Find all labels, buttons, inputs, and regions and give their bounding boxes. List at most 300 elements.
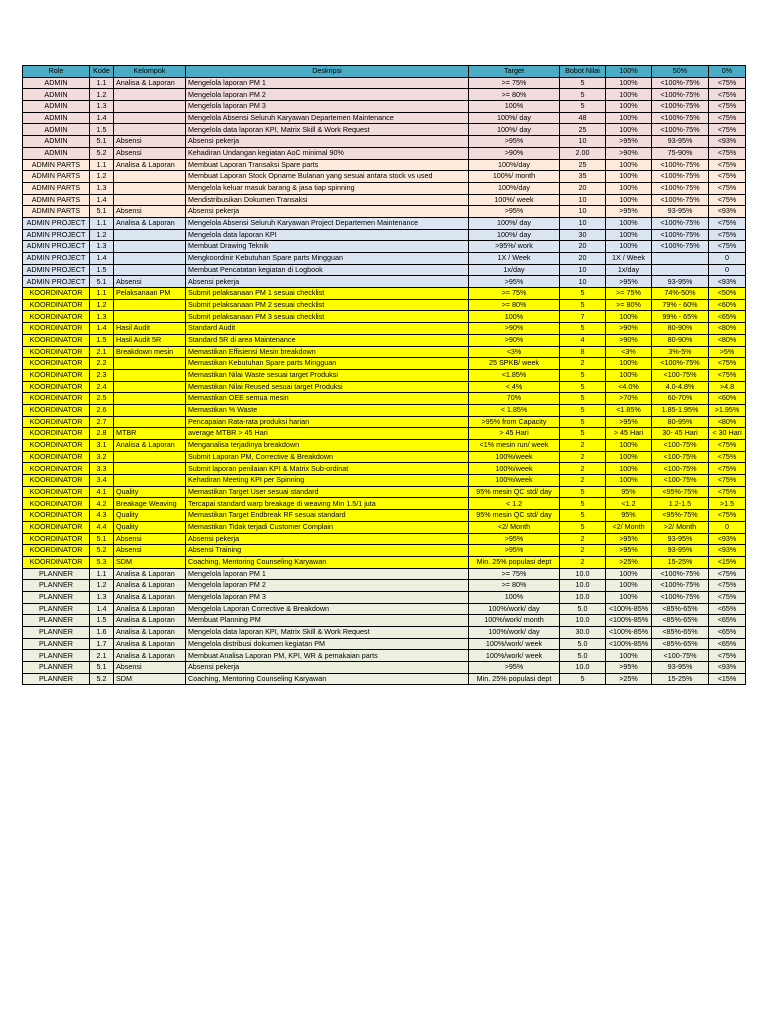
cell-deskripsi: Membuat Planning PM	[186, 615, 469, 627]
cell-bobot: 2	[560, 451, 606, 463]
cell-100: 1x/day	[606, 264, 652, 276]
cell-role: ADMIN PARTS	[23, 159, 90, 171]
cell-deskripsi: Submit pelaksanaan PM 3 sesuai checklist	[186, 311, 469, 323]
cell-100: >95%	[606, 276, 652, 288]
cell-100: >95%	[606, 533, 652, 545]
cell-100: >25%	[606, 556, 652, 568]
table-row	[23, 510, 746, 522]
cell-bobot: 25	[560, 159, 606, 171]
cell-bobot: 2	[560, 358, 606, 370]
table-row	[23, 475, 746, 487]
cell-kode: 1.5	[90, 334, 114, 346]
table-row	[23, 369, 746, 381]
cell-bobot: 5	[560, 299, 606, 311]
cell-deskripsi: Mengelola laporan PM 2	[186, 89, 469, 101]
cell-0: >1.95%	[709, 404, 746, 416]
cell-50: 1.85-1.95%	[652, 404, 709, 416]
cell-kode: 1.1	[90, 288, 114, 300]
cell-role: ADMIN PARTS	[23, 206, 90, 218]
cell-kode: 5.1	[90, 276, 114, 288]
cell-deskripsi: Memastikan Nilai Reused sesuai target Produksi	[186, 381, 469, 393]
cell-kode: 4.3	[90, 510, 114, 522]
cell-100: 100%	[606, 182, 652, 194]
cell-kode: 1.1	[90, 159, 114, 171]
cell-0: <75%	[709, 112, 746, 124]
table-row	[23, 77, 746, 89]
cell-0: <93%	[709, 662, 746, 674]
cell-target: 1X / Week	[469, 253, 560, 265]
cell-target: >= 75%	[469, 288, 560, 300]
cell-0: <80%	[709, 323, 746, 335]
table-row	[23, 241, 746, 253]
cell-kelompok: Analisa & Laporan	[114, 217, 186, 229]
cell-deskripsi: Submit laporan penilaian KPI & Matrix Sub-ordinat	[186, 463, 469, 475]
header-50: 50%	[652, 66, 709, 78]
table-body	[23, 77, 746, 685]
cell-kelompok	[114, 264, 186, 276]
table-row	[23, 404, 746, 416]
cell-kelompok: Analisa & Laporan	[114, 627, 186, 639]
cell-bobot: 48	[560, 112, 606, 124]
cell-deskripsi: Mengelola laporan PM 3	[186, 591, 469, 603]
cell-deskripsi: Submit pelaksanaan PM 1 sesuai checklist	[186, 288, 469, 300]
table-row	[23, 112, 746, 124]
cell-kode: 1.1	[90, 568, 114, 580]
table-row	[23, 182, 746, 194]
table-row	[23, 381, 746, 393]
cell-deskripsi: Mengelola data laporan KPI, Matrix Skill & Work Request	[186, 124, 469, 136]
kpi-sheet	[22, 65, 746, 685]
cell-50	[652, 253, 709, 265]
cell-kode: 1.2	[90, 89, 114, 101]
cell-role: KOORDINATOR	[23, 323, 90, 335]
cell-0: <75%	[709, 369, 746, 381]
cell-bobot: 5	[560, 77, 606, 89]
header-0: 0%	[709, 66, 746, 78]
cell-0: <93%	[709, 136, 746, 148]
cell-target: 100%/ day	[469, 229, 560, 241]
cell-50: <100-75%	[652, 369, 709, 381]
cell-bobot: 20	[560, 241, 606, 253]
cell-target: > 45 Hari	[469, 428, 560, 440]
cell-target: >95% from Capacity	[469, 416, 560, 428]
cell-target: >= 80%	[469, 89, 560, 101]
cell-kode: 1.5	[90, 264, 114, 276]
cell-role: ADMIN PROJECT	[23, 253, 90, 265]
cell-50: 93-95%	[652, 136, 709, 148]
cell-role: KOORDINATOR	[23, 393, 90, 405]
cell-100: 100%	[606, 77, 652, 89]
cell-bobot: 10.0	[560, 580, 606, 592]
table-row	[23, 101, 746, 113]
cell-50: <85%-65%	[652, 627, 709, 639]
cell-0: <75%	[709, 463, 746, 475]
cell-bobot: 5	[560, 416, 606, 428]
cell-0: <75%	[709, 241, 746, 253]
cell-role: KOORDINATOR	[23, 498, 90, 510]
cell-bobot: 25	[560, 124, 606, 136]
cell-deskripsi: Absensi Training	[186, 545, 469, 557]
cell-kode: 1.1	[90, 77, 114, 89]
cell-target: >95%	[469, 276, 560, 288]
cell-0: >1.5	[709, 498, 746, 510]
cell-kelompok	[114, 171, 186, 183]
cell-kode: 4.1	[90, 486, 114, 498]
header-target: Target	[469, 66, 560, 78]
cell-deskripsi: Standard Audit	[186, 323, 469, 335]
cell-100: <2/ Month	[606, 521, 652, 533]
cell-target: 100%/week	[469, 463, 560, 475]
cell-kelompok: Quality	[114, 486, 186, 498]
cell-100: <100%-85%	[606, 603, 652, 615]
cell-kelompok	[114, 124, 186, 136]
cell-bobot: 7	[560, 311, 606, 323]
cell-role: PLANNER	[23, 627, 90, 639]
cell-role: KOORDINATOR	[23, 451, 90, 463]
cell-0: <75%	[709, 147, 746, 159]
table-row	[23, 428, 746, 440]
cell-role: ADMIN PROJECT	[23, 217, 90, 229]
cell-100: 100%	[606, 369, 652, 381]
cell-50: 80-95%	[652, 416, 709, 428]
cell-0: <65%	[709, 311, 746, 323]
table-row	[23, 498, 746, 510]
cell-target: 95% mesin QC std/ day	[469, 510, 560, 522]
table-row	[23, 194, 746, 206]
cell-50: 3%-5%	[652, 346, 709, 358]
cell-target: 100%/ day	[469, 124, 560, 136]
cell-deskripsi: Mengelola data laporan KPI, Matrix Skill & Work Request	[186, 627, 469, 639]
table-row	[23, 253, 746, 265]
cell-target: Min. 25% populasi dept	[469, 673, 560, 685]
cell-50: 93-95%	[652, 662, 709, 674]
cell-bobot: 5	[560, 498, 606, 510]
cell-bobot: 10.0	[560, 591, 606, 603]
cell-kode: 2.1	[90, 650, 114, 662]
cell-kode: 1.4	[90, 253, 114, 265]
cell-50: <100%-75%	[652, 241, 709, 253]
cell-50: <85%-65%	[652, 603, 709, 615]
cell-100: >95%	[606, 662, 652, 674]
cell-0: <75%	[709, 124, 746, 136]
cell-role: ADMIN PARTS	[23, 171, 90, 183]
cell-0: <75%	[709, 217, 746, 229]
cell-kelompok: Analisa & Laporan	[114, 159, 186, 171]
cell-50: 1.2-1.5	[652, 498, 709, 510]
cell-bobot: 10	[560, 217, 606, 229]
cell-50: <100-75%	[652, 451, 709, 463]
cell-50: 79% - 60%	[652, 299, 709, 311]
cell-0: 0	[709, 264, 746, 276]
cell-role: PLANNER	[23, 603, 90, 615]
cell-deskripsi: Menganalisa terjadinya breakdown	[186, 440, 469, 452]
cell-bobot: 10.0	[560, 662, 606, 674]
cell-100: <100%-85%	[606, 638, 652, 650]
cell-target: >95%	[469, 136, 560, 148]
cell-kode: 2.8	[90, 428, 114, 440]
cell-kelompok: Analisa & Laporan	[114, 603, 186, 615]
cell-target: >95%	[469, 545, 560, 557]
cell-deskripsi: Membuat Laporan Stock Opname Bulanan yang sesuai antara stock vs used	[186, 171, 469, 183]
cell-target: 100%/ day	[469, 112, 560, 124]
cell-role: KOORDINATOR	[23, 510, 90, 522]
cell-100: 100%	[606, 171, 652, 183]
cell-kelompok	[114, 229, 186, 241]
cell-bobot: 5	[560, 369, 606, 381]
cell-0: <50%	[709, 288, 746, 300]
table-row	[23, 521, 746, 533]
cell-bobot: 8	[560, 346, 606, 358]
cell-kode: 1.6	[90, 627, 114, 639]
cell-kode: 1.3	[90, 311, 114, 323]
table-row	[23, 171, 746, 183]
cell-0: < 30 Hari	[709, 428, 746, 440]
table-row	[23, 545, 746, 557]
cell-bobot: 5	[560, 673, 606, 685]
cell-bobot: 30.0	[560, 627, 606, 639]
cell-50: 80-90%	[652, 334, 709, 346]
cell-deskripsi: Memastikan % Waste	[186, 404, 469, 416]
cell-target: >= 75%	[469, 77, 560, 89]
cell-kelompok	[114, 112, 186, 124]
cell-kode: 1.5	[90, 615, 114, 627]
cell-bobot: 5	[560, 404, 606, 416]
cell-50: <100%-75%	[652, 229, 709, 241]
cell-0: <93%	[709, 533, 746, 545]
cell-bobot: 10	[560, 194, 606, 206]
cell-bobot: 5	[560, 381, 606, 393]
cell-50: <100%-75%	[652, 159, 709, 171]
cell-kelompok: Pelaksanaan PM	[114, 288, 186, 300]
cell-kode: 1.3	[90, 591, 114, 603]
cell-target: 100%/work/ day	[469, 603, 560, 615]
cell-bobot: 5	[560, 428, 606, 440]
cell-kelompok: Analisa & Laporan	[114, 440, 186, 452]
cell-100: 100%	[606, 580, 652, 592]
table-row	[23, 416, 746, 428]
cell-target: 95% mesin QC std/ day	[469, 486, 560, 498]
cell-50: <100-75%	[652, 475, 709, 487]
header-row	[23, 66, 746, 78]
cell-role: ADMIN PROJECT	[23, 229, 90, 241]
cell-0: >5%	[709, 346, 746, 358]
table-row	[23, 591, 746, 603]
cell-kelompok	[114, 463, 186, 475]
cell-deskripsi: Membuat Analisa Laporan PM, KPI, WR & pemakaian parts	[186, 650, 469, 662]
cell-50: 15-25%	[652, 673, 709, 685]
cell-role: PLANNER	[23, 673, 90, 685]
cell-kode: 4.2	[90, 498, 114, 510]
cell-role: KOORDINATOR	[23, 369, 90, 381]
cell-deskripsi: Coaching, Mentoring Counseling Karyawan	[186, 673, 469, 685]
cell-target: 100%/week	[469, 475, 560, 487]
cell-50: <85%-65%	[652, 615, 709, 627]
cell-role: ADMIN PROJECT	[23, 241, 90, 253]
cell-0: <80%	[709, 416, 746, 428]
cell-0: <75%	[709, 159, 746, 171]
cell-deskripsi: Submit Laporan PM, Corrective & Breakdown	[186, 451, 469, 463]
cell-50: 93-95%	[652, 533, 709, 545]
cell-50: <100-75%	[652, 650, 709, 662]
cell-deskripsi: Memastikan Target Endbreak RF sesuai standard	[186, 510, 469, 522]
cell-50: 74%-50%	[652, 288, 709, 300]
cell-50: 93-95%	[652, 276, 709, 288]
cell-0: <75%	[709, 440, 746, 452]
header-bobot-nilai: Bobot Nilai	[560, 66, 606, 78]
cell-100: 100%	[606, 358, 652, 370]
table-row	[23, 147, 746, 159]
table-row	[23, 89, 746, 101]
table-row	[23, 276, 746, 288]
cell-kelompok	[114, 253, 186, 265]
cell-0: <93%	[709, 206, 746, 218]
cell-0: <75%	[709, 510, 746, 522]
cell-0: <60%	[709, 299, 746, 311]
cell-deskripsi: Tercapai standard warp breakage di weaving Min 1.5/1 juta	[186, 498, 469, 510]
cell-50: 60-70%	[652, 393, 709, 405]
cell-0: <75%	[709, 182, 746, 194]
cell-role: KOORDINATOR	[23, 288, 90, 300]
cell-kode: 5.2	[90, 147, 114, 159]
cell-0: <65%	[709, 627, 746, 639]
cell-target: 70%	[469, 393, 560, 405]
cell-deskripsi: Kehadiran Meeting KPI per Spinning	[186, 475, 469, 487]
cell-bobot: 2	[560, 463, 606, 475]
cell-kelompok: Absensi	[114, 206, 186, 218]
table-row	[23, 206, 746, 218]
cell-kode: 5.3	[90, 556, 114, 568]
cell-kelompok	[114, 89, 186, 101]
cell-0: <93%	[709, 545, 746, 557]
table-row	[23, 217, 746, 229]
cell-0: <65%	[709, 638, 746, 650]
cell-deskripsi: Memastikan Kebutuhan Spare parts Mingguan	[186, 358, 469, 370]
cell-role: KOORDINATOR	[23, 381, 90, 393]
cell-0: <75%	[709, 358, 746, 370]
cell-deskripsi: Standard 5R di area Maintenance	[186, 334, 469, 346]
cell-target: <3%	[469, 346, 560, 358]
cell-100: 100%	[606, 440, 652, 452]
header-deskripsi: Deskripsi	[186, 66, 469, 78]
cell-target: < 1.85%	[469, 404, 560, 416]
cell-role: KOORDINATOR	[23, 533, 90, 545]
cell-target: 1x/day	[469, 264, 560, 276]
cell-100: 100%	[606, 229, 652, 241]
cell-50: <100%-75%	[652, 182, 709, 194]
cell-target: >= 80%	[469, 580, 560, 592]
cell-kelompok	[114, 241, 186, 253]
table-row	[23, 463, 746, 475]
cell-kelompok: Absensi	[114, 147, 186, 159]
cell-bobot: 30	[560, 229, 606, 241]
cell-100: 95%	[606, 510, 652, 522]
cell-100: >90%	[606, 147, 652, 159]
cell-50: 75-90%	[652, 147, 709, 159]
cell-kode: 1.4	[90, 194, 114, 206]
cell-bobot: 5.0	[560, 603, 606, 615]
cell-role: ADMIN	[23, 112, 90, 124]
cell-bobot: 10	[560, 276, 606, 288]
cell-kelompok: Analisa & Laporan	[114, 638, 186, 650]
cell-kelompok: Absensi	[114, 545, 186, 557]
cell-role: ADMIN	[23, 77, 90, 89]
cell-role: ADMIN PROJECT	[23, 276, 90, 288]
cell-50: <100%-75%	[652, 112, 709, 124]
cell-kode: 1.3	[90, 101, 114, 113]
cell-100: >95%	[606, 416, 652, 428]
cell-role: KOORDINATOR	[23, 463, 90, 475]
cell-kelompok	[114, 451, 186, 463]
cell-kode: 1.1	[90, 217, 114, 229]
table-row	[23, 638, 746, 650]
cell-kelompok	[114, 194, 186, 206]
cell-50: <100-75%	[652, 463, 709, 475]
cell-target: < 1.2	[469, 498, 560, 510]
cell-bobot: 2	[560, 545, 606, 557]
table-row	[23, 673, 746, 685]
cell-50: 80-90%	[652, 323, 709, 335]
cell-deskripsi: Membuat Laporan Transaksi Spare parts	[186, 159, 469, 171]
cell-role: KOORDINATOR	[23, 440, 90, 452]
cell-100: > 45 Hari	[606, 428, 652, 440]
table-row	[23, 603, 746, 615]
cell-target: >90%	[469, 147, 560, 159]
table-row	[23, 358, 746, 370]
cell-100: <1.2	[606, 498, 652, 510]
cell-kode: 1.2	[90, 171, 114, 183]
cell-kode: 5.2	[90, 545, 114, 557]
cell-0: >4.8	[709, 381, 746, 393]
cell-bobot: 5	[560, 101, 606, 113]
cell-kelompok: Analisa & Laporan	[114, 615, 186, 627]
cell-role: KOORDINATOR	[23, 428, 90, 440]
table-row	[23, 334, 746, 346]
cell-deskripsi: Mengelola Laporan Corrective & Breakdown	[186, 603, 469, 615]
cell-50: <100%-75%	[652, 89, 709, 101]
cell-deskripsi: Absensi pekerja	[186, 206, 469, 218]
cell-target: 100%/week	[469, 451, 560, 463]
cell-target: Min. 25% populasi dept	[469, 556, 560, 568]
cell-role: KOORDINATOR	[23, 311, 90, 323]
cell-100: >95%	[606, 206, 652, 218]
cell-50: 15-25%	[652, 556, 709, 568]
cell-100: 100%	[606, 311, 652, 323]
cell-deskripsi: Coaching, Mentoring Counseling Karyawan	[186, 556, 469, 568]
cell-target: >90%	[469, 334, 560, 346]
cell-bobot: 2	[560, 440, 606, 452]
cell-kelompok: Analisa & Laporan	[114, 580, 186, 592]
cell-bobot: 5	[560, 393, 606, 405]
cell-kelompok: Breakdown mesin	[114, 346, 186, 358]
cell-100: <4.0%	[606, 381, 652, 393]
cell-target: >95%/ work	[469, 241, 560, 253]
cell-50: <100%-75%	[652, 77, 709, 89]
cell-kelompok: Analisa & Laporan	[114, 591, 186, 603]
table-row	[23, 580, 746, 592]
cell-kode: 1.3	[90, 241, 114, 253]
cell-deskripsi: Mengelola laporan PM 2	[186, 580, 469, 592]
cell-100: <100%-85%	[606, 627, 652, 639]
table-row	[23, 650, 746, 662]
cell-bobot: 5	[560, 510, 606, 522]
table-row	[23, 323, 746, 335]
cell-kelompok: MTBR	[114, 428, 186, 440]
cell-50: <100%-75%	[652, 580, 709, 592]
cell-100: 100%	[606, 451, 652, 463]
cell-target: <2/ Month	[469, 521, 560, 533]
cell-bobot: 2	[560, 556, 606, 568]
cell-kode: 2.5	[90, 393, 114, 405]
